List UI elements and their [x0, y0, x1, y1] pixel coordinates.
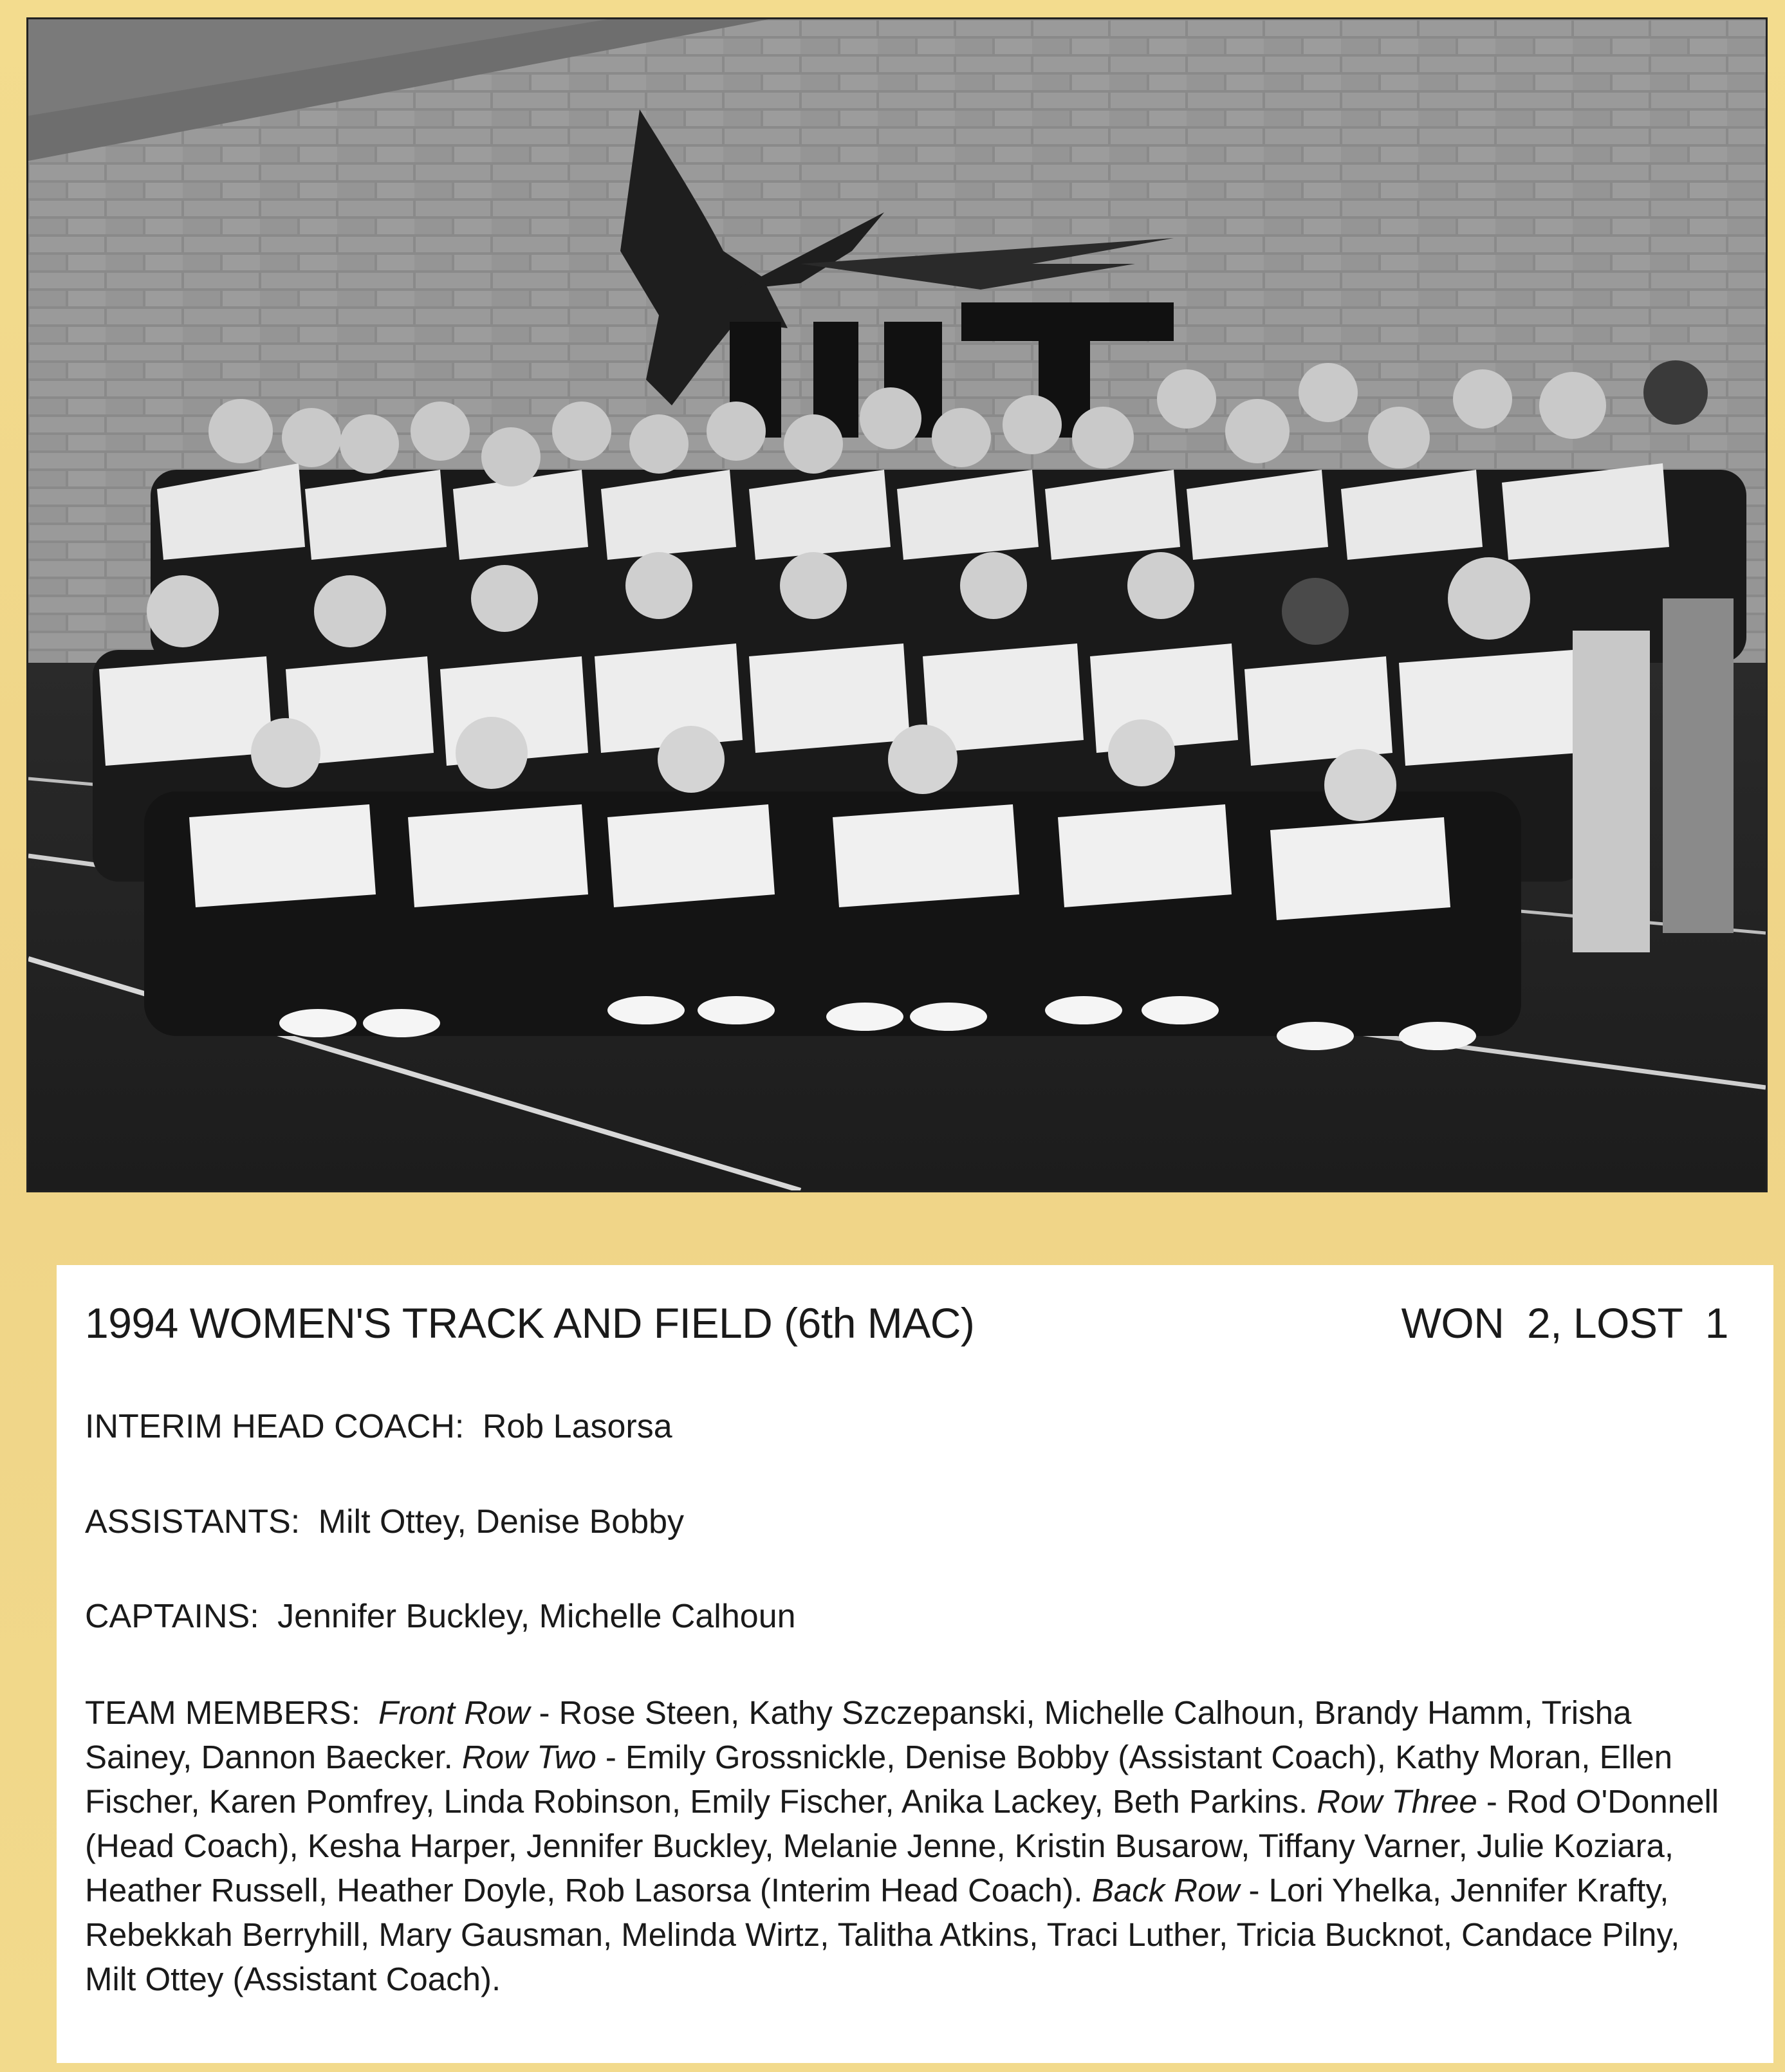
captains-value: Jennifer Buckley, Michelle Calhoun	[277, 1598, 796, 1636]
assistants-value: Milt Ottey, Denise Bobby	[318, 1503, 685, 1540]
team-photograph	[28, 19, 1766, 1190]
front-row-names: - Rose Steen, Kathy Szczepanski, Michelle Calhoun, Brandy Hamm, Trisha Sainey, Dannon Baecker.	[85, 1694, 1632, 1775]
row-two-label: Row Two	[461, 1738, 597, 1775]
captains-label: CAPTAINS:	[85, 1598, 259, 1636]
interim-head-coach-line	[85, 1405, 1735, 1449]
team-photo-image	[28, 19, 1766, 1190]
interim-head-coach-label: INTERIM HEAD COACH:	[85, 1408, 465, 1445]
back-row-names: - Lori Yhelka, Jennifer Krafty, Rebekkah Berryhill, Mary Gausman, Melinda Wirtz, Talitha Atkins, Traci Luther, Tricia Bucknot, Candace Pilny, Milt Ottey (Assistant Coach).	[85, 1871, 1680, 1997]
row-three-label: Row Three	[1317, 1782, 1477, 1820]
season-title: 1994 WOMEN'S TRACK AND FIELD (6th MAC)	[85, 1299, 975, 1347]
assistants-label: ASSISTANTS:	[85, 1503, 301, 1540]
captains-line	[85, 1595, 1735, 1639]
front-row-label: Front Row	[378, 1694, 530, 1731]
caption-card	[57, 1265, 1773, 2063]
team-members-label: TEAM MEMBERS:	[85, 1694, 360, 1731]
row-three-names: - Rod O'Donnell (Head Coach), Kesha Harper, Jennifer Buckley, Melanie Jenne, Kristin Busarow, Tiffany Varner, Julie Koziara, Heather Russell, Heather Doyle, Rob Lasorsa (Interim Head Coach).	[85, 1782, 1719, 1909]
interim-head-coach-value: Rob Lasorsa	[482, 1408, 672, 1445]
assistants-line	[85, 1501, 1735, 1544]
back-row-label: Back Row	[1091, 1871, 1240, 1909]
caption-title-row	[85, 1299, 1735, 1347]
row-two-names: - Emily Grossnickle, Denise Bobby (Assistant Coach), Kathy Moran, Ellen Fischer, Karen Pomfrey, Linda Robinson, Emily Fischer, Anika Lackey, Beth Parkins.	[85, 1738, 1672, 1820]
season-record: WON 2, LOST 1	[1401, 1299, 1728, 1347]
team-members-paragraph	[85, 1690, 1735, 2001]
